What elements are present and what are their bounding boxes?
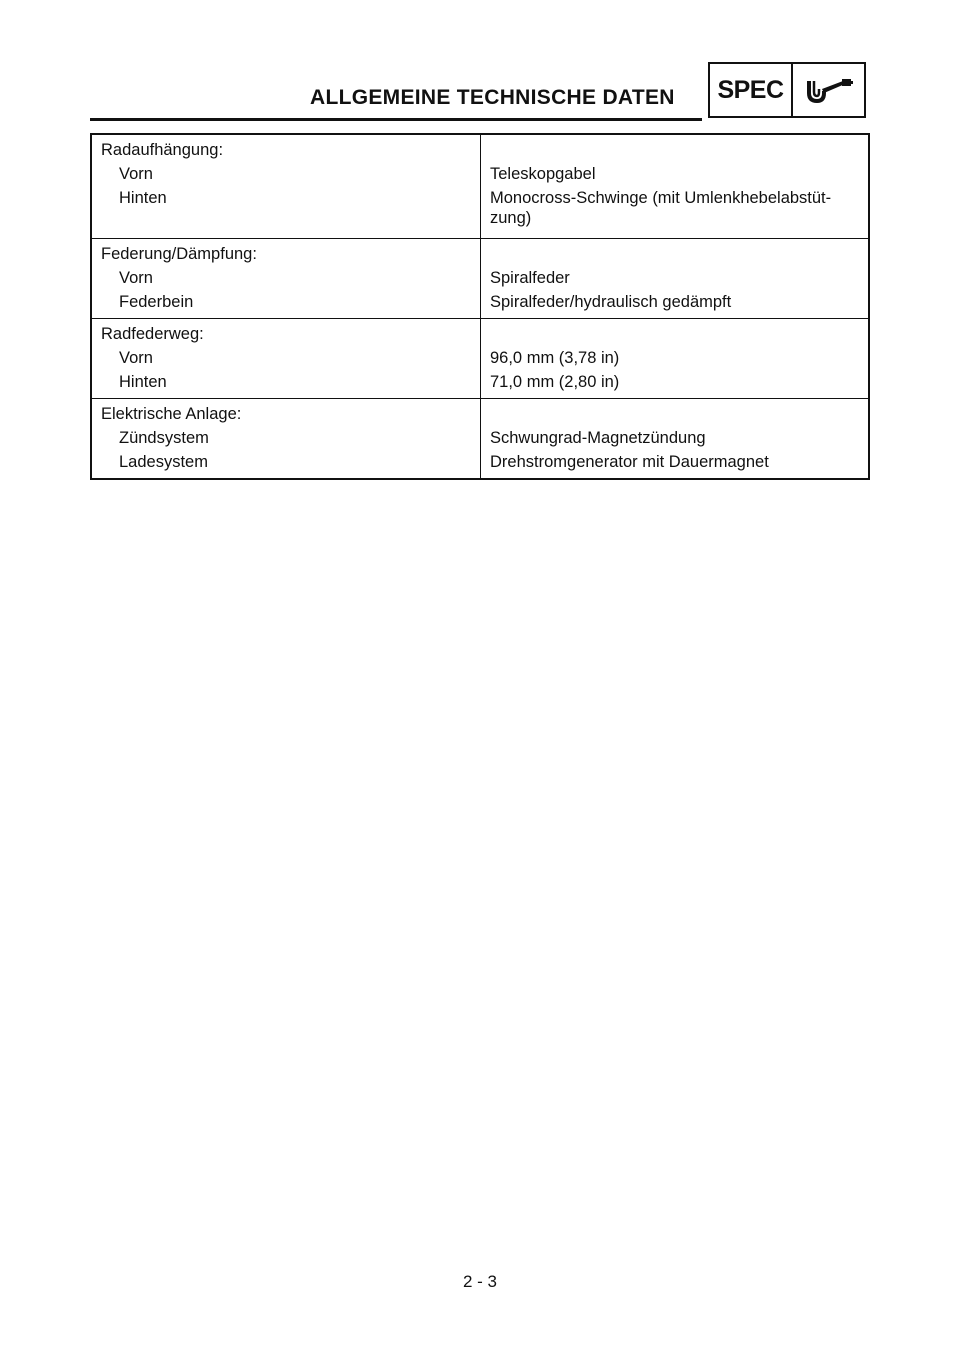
spec-label: Ladesystem — [119, 453, 208, 471]
spec-values — [481, 399, 868, 478]
spec-value: Schwungrad-Magnetzündung — [490, 429, 706, 447]
spec-group-heading: Radaufhängung: — [101, 141, 224, 159]
spec-label: Hinten — [119, 373, 167, 391]
spec-values — [481, 135, 868, 238]
spec-label: Hinten — [119, 189, 167, 207]
spec-group-elektrik — [92, 398, 868, 478]
spec-labels — [92, 319, 481, 398]
spec-group-heading: Radfederweg: — [101, 325, 204, 343]
spec-group-radaufhaengung — [92, 135, 868, 238]
spec-badge-text: SPEC — [710, 64, 793, 116]
spec-label: Zündsystem — [119, 429, 209, 447]
spec-value: Drehstromgenerator mit Dauermagnet — [490, 453, 769, 471]
spec-spacer — [481, 402, 868, 426]
spec-labels — [92, 135, 481, 238]
spec-group-radfederweg — [92, 318, 868, 398]
spec-label: Vorn — [119, 349, 153, 367]
page-title: ALLGEMEINE TECHNISCHE DATEN — [310, 86, 675, 109]
spec-value: 96,0 mm (3,78 in) — [490, 349, 620, 367]
spec-spacer — [92, 210, 480, 234]
spec-spacer — [481, 322, 868, 346]
spec-label: Vorn — [119, 165, 153, 183]
spec-label: Federbein — [119, 293, 194, 311]
spec-spacer — [481, 138, 868, 162]
spec-group-heading: Federung/Dämpfung: — [101, 245, 257, 263]
spec-table — [90, 133, 870, 480]
spec-badge — [708, 62, 866, 118]
spec-value: 71,0 mm (2,80 in) — [490, 373, 620, 391]
spec-group-heading: Elektrische Anlage: — [101, 405, 242, 423]
spec-values — [481, 319, 868, 398]
spec-value: Spiralfeder/hydraulisch gedämpft — [490, 293, 732, 311]
spec-labels — [92, 239, 481, 318]
spec-values — [481, 239, 868, 318]
spec-value: Spiralfeder — [490, 269, 570, 287]
spec-group-federung — [92, 238, 868, 318]
spec-label: Vorn — [119, 269, 153, 287]
header-rule — [90, 118, 702, 121]
spec-labels — [92, 399, 481, 478]
caliper-icon — [793, 64, 864, 116]
spec-value: Monocross-Schwinge (mit Umlenkhebelabstüt-zung) — [490, 189, 832, 227]
spec-value: Teleskopgabel — [490, 165, 596, 183]
spec-spacer — [481, 242, 868, 266]
page-number: 2 - 3 — [462, 1272, 498, 1291]
